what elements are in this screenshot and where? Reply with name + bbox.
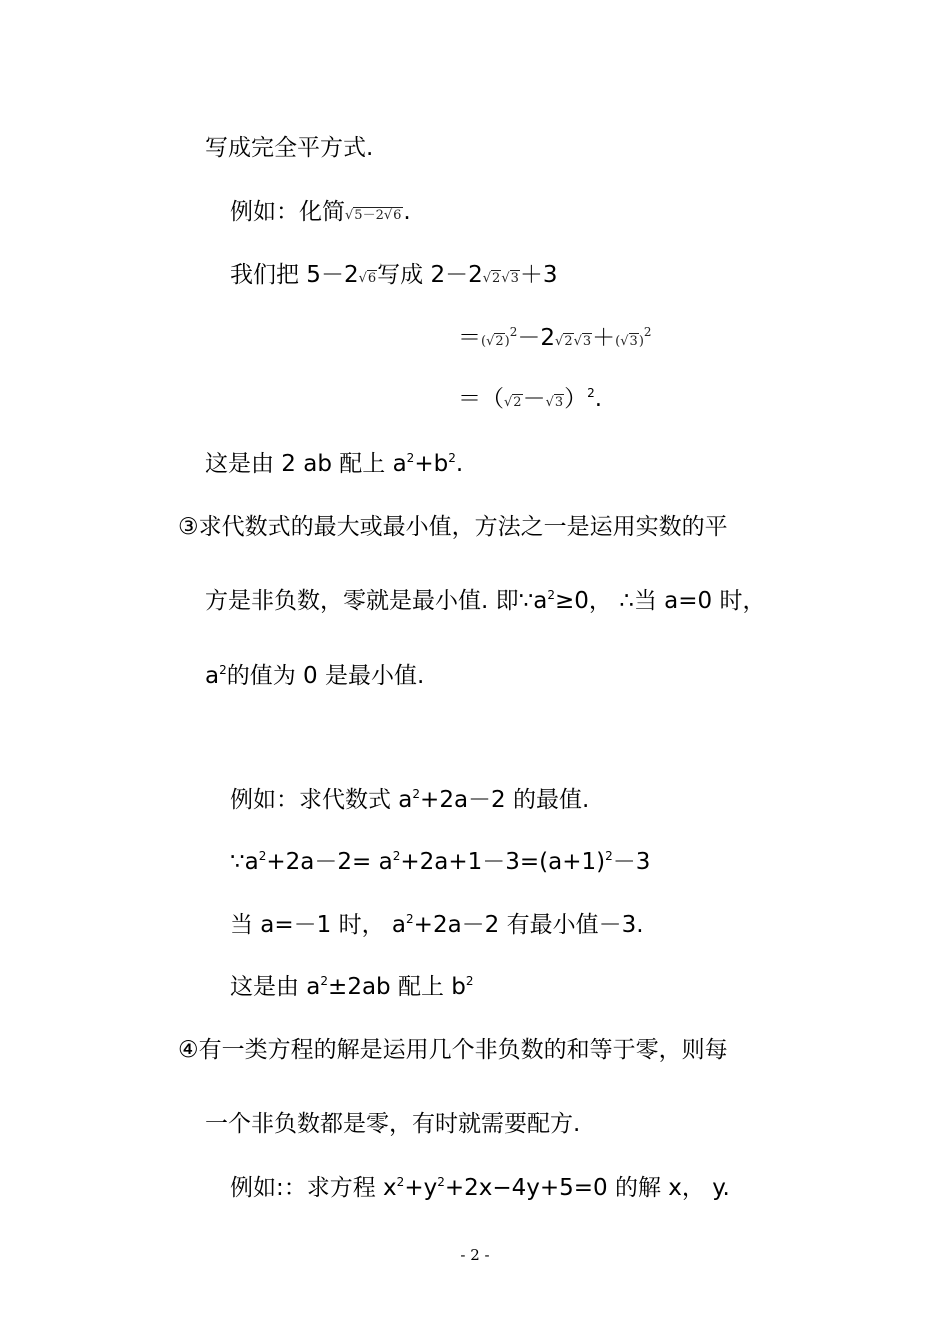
text-segment: .	[594, 386, 603, 412]
text-segment: +2a－2 有最小值－3.	[413, 912, 644, 938]
text-segment: ＋3	[519, 262, 558, 288]
text-segment: ≥0， ∴当 a=0 时，	[555, 588, 766, 614]
radicand: 3	[554, 395, 564, 410]
radicand: 2	[495, 334, 504, 349]
text-line-7	[178, 512, 728, 542]
text-segment: 例如:：求方程 x	[230, 1175, 397, 1201]
text-segment: －3	[612, 849, 651, 875]
exponent: 2	[465, 974, 474, 988]
radicand: 2	[513, 395, 522, 410]
text-segment: .	[455, 451, 464, 477]
text-line-9	[205, 661, 424, 691]
text-line-11	[230, 847, 650, 877]
exponent: 2	[547, 588, 555, 602]
text-segment: +2a－2 的最值.	[420, 787, 590, 813]
text-segment: 例如：化简	[230, 199, 345, 225]
text-segment: 写成 2－2	[377, 262, 483, 288]
radical-expression: √5－2√6	[345, 208, 402, 223]
exponent: 2	[437, 1175, 445, 1189]
text-segment: ＋	[592, 325, 616, 351]
text-segment: －	[522, 386, 546, 412]
text-segment: ③求代数式的最大或最小值，方法之一是运用实数的平	[178, 514, 728, 540]
exponent: 2	[448, 451, 456, 465]
radical-expression: (√2)2	[481, 325, 518, 349]
text-segment: 写成完全平方式.	[205, 135, 374, 161]
radicand: 2	[492, 271, 501, 286]
text-segment: ）	[564, 386, 588, 412]
radicand: 6	[393, 208, 402, 223]
text-line-2	[230, 197, 411, 231]
text-segment: +y	[404, 1175, 438, 1201]
text-segment: 例如：求代数式 a	[230, 787, 413, 813]
text-line-12	[230, 910, 644, 940]
exponent: 2	[219, 663, 227, 677]
text-segment: 当 a=－1 时， a	[230, 912, 407, 938]
text-segment: ④有一类方程的解是运用几个非负数的和等于零，则每	[178, 1037, 728, 1063]
exponent: 2	[509, 325, 518, 339]
page-number: - 2 -	[460, 1246, 490, 1264]
radical-expression: √2√3	[555, 334, 592, 349]
exponent: 2	[396, 1175, 405, 1189]
text-segment: 这是由 2 ab 配上 a	[205, 451, 407, 477]
radical-expression: √2	[504, 395, 522, 410]
text-segment: +2x−4y+5=0 的解 x， y.	[444, 1175, 730, 1201]
exponent: 2	[412, 787, 421, 801]
text-line-1	[205, 133, 373, 163]
text-segment: ∵a	[230, 849, 259, 875]
paren: )	[504, 334, 510, 349]
text-segment: +2a+1－3=(a+1)	[400, 849, 606, 875]
text-segment: 一个非负数都是零，有时就需要配方.	[205, 1111, 581, 1137]
radical-expression: √3	[545, 395, 564, 410]
radicand: 5－2	[354, 208, 384, 223]
exponent: 2	[406, 912, 414, 926]
text-segment: +2a－2= a	[266, 849, 393, 875]
radical-expression: (√3)2	[615, 325, 652, 349]
paren: (	[615, 334, 621, 349]
text-segment: 我们把 5－2	[230, 262, 359, 288]
text-line-6	[205, 449, 463, 479]
text-line-8	[205, 586, 765, 616]
radicand: 3	[629, 334, 638, 349]
exponent: 2	[392, 849, 401, 863]
radicand: 3	[510, 271, 519, 286]
text-segment: ＝	[458, 325, 481, 351]
exponent: 2	[406, 451, 415, 465]
text-line-16	[230, 1173, 730, 1203]
radicand: 2	[564, 334, 573, 349]
text-line-4	[458, 323, 652, 357]
exponent: 2	[605, 849, 613, 863]
radicand: 3	[582, 334, 592, 349]
exponent: 2	[258, 849, 267, 863]
text-segment: +b	[414, 451, 449, 477]
text-segment: ＝（	[458, 386, 504, 412]
text-segment: .	[403, 199, 411, 225]
radical-expression: √6	[358, 271, 377, 286]
text-line-14	[178, 1035, 728, 1065]
paren: (	[481, 334, 487, 349]
radical-expression: √2√3	[482, 271, 519, 286]
exponent: 2	[320, 974, 329, 988]
text-line-13	[230, 972, 474, 1002]
text-segment: ±2ab 配上 b	[328, 974, 466, 1000]
text-line-3	[230, 260, 558, 294]
radicand: 6	[367, 271, 377, 286]
text-segment: 的值为 0 是最小值.	[226, 663, 425, 689]
exponent: 2	[587, 386, 595, 400]
text-segment: －2	[517, 325, 556, 351]
text-segment: 方是非负数，零就是最小值. 即∵a	[205, 588, 548, 614]
text-line-5	[458, 384, 602, 418]
text-segment: 这是由 a	[230, 974, 321, 1000]
text-line-10	[230, 785, 589, 815]
text-segment: a	[205, 663, 220, 689]
text-line-15	[205, 1109, 580, 1139]
exponent: 2	[643, 325, 652, 339]
paren: )	[638, 334, 644, 349]
